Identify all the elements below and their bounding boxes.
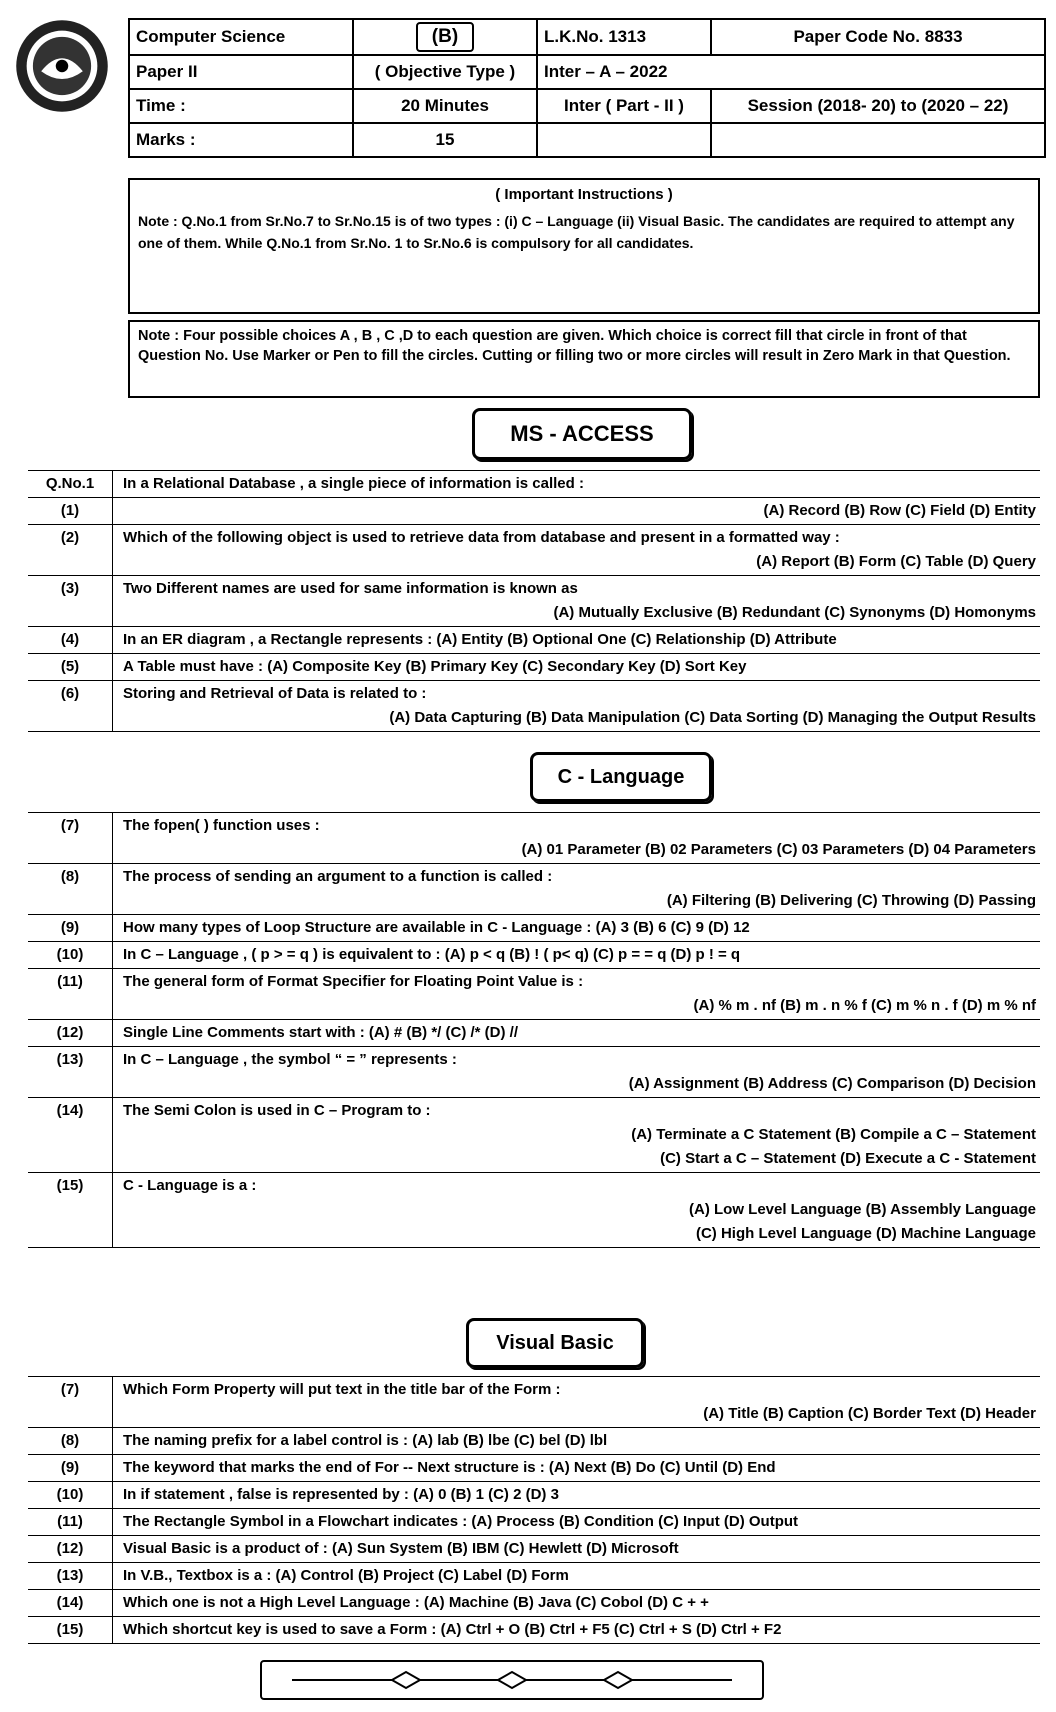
question-row <box>28 1455 1040 1482</box>
question-number: (11) <box>28 1509 113 1536</box>
question-cell <box>113 498 1041 525</box>
question-number: (6) <box>28 681 113 732</box>
question-row <box>28 1173 1040 1248</box>
question-row <box>28 1509 1040 1536</box>
session: Session (2018- 20) to (2020 – 22) <box>711 89 1045 123</box>
question-number: (9) <box>28 915 113 942</box>
question-number: (13) <box>28 1047 113 1098</box>
question-cell <box>113 627 1041 654</box>
question-cell <box>113 915 1041 942</box>
question-number: (7) <box>28 1377 113 1428</box>
answer-options: (A) Report (B) Form (C) Table (D) Query <box>756 553 1036 570</box>
question-text: In an ER diagram , a Rectangle represents : (A) Entity (B) Optional One (C) Relationship (D) Attribute <box>123 631 837 648</box>
question-row <box>28 681 1040 732</box>
question-row <box>28 654 1040 681</box>
question-number: (9) <box>28 1455 113 1482</box>
question-number: (12) <box>28 1536 113 1563</box>
subject: Computer Science <box>129 19 353 55</box>
question-text: In C – Language , ( p > = q ) is equivalent to : (A) p < q (B) ! ( p< q) (C) p = = q (D) p ! = q <box>123 946 741 963</box>
answer-options: (A) Filtering (B) Delivering (C) Throwing (D) Passing <box>666 892 1036 909</box>
question-text: A Table must have : (A) Composite Key (B) Primary Key (C) Secondary Key (D) Sort Key <box>123 658 747 675</box>
time-value: 20 Minutes <box>353 89 537 123</box>
question-row <box>28 627 1040 654</box>
question-number: (11) <box>28 969 113 1020</box>
answer-options: (A) Low Level Language (B) Assembly Language <box>689 1201 1036 1218</box>
question-number: (4) <box>28 627 113 654</box>
question-cell <box>113 1509 1041 1536</box>
section-c-language: C - Language <box>530 752 712 802</box>
question-text: Which one is not a High Level Language : (A) Machine (B) Java (C) Cobol (D) C + + <box>123 1594 709 1611</box>
section-ms-access: MS - ACCESS <box>472 408 692 460</box>
question-cell <box>113 1098 1041 1173</box>
question-text: The process of sending an argument to a function is called : <box>123 868 553 885</box>
question-number: Q.No.1 <box>28 471 113 498</box>
question-cell <box>113 1047 1041 1098</box>
paper-label: Paper II <box>129 55 353 89</box>
question-row <box>28 969 1040 1020</box>
question-row <box>28 1617 1040 1644</box>
instructions-note: Note : Q.No.1 from Sr.No.7 to Sr.No.15 is of two types : (i) C – Language (ii) Visual Basic. The candidates are required to attempt any one of them. While Q.No.1 from Sr.No. 1 to Sr.No.6 is compulsory for all candidates. <box>138 213 1015 251</box>
question-row <box>28 1590 1040 1617</box>
question-text: The fopen( ) function uses : <box>123 817 320 834</box>
question-row <box>28 1536 1040 1563</box>
question-row <box>28 471 1040 498</box>
answer-options: (A) 01 Parameter (B) 02 Parameters (C) 03 Parameters (D) 04 Parameters <box>521 841 1036 858</box>
ornament-divider-icon <box>282 1668 742 1692</box>
question-cell <box>113 864 1041 915</box>
important-instructions <box>128 178 1040 314</box>
question-row <box>28 498 1040 525</box>
question-number: (2) <box>28 525 113 576</box>
question-cell <box>113 1590 1041 1617</box>
paper-code: Paper Code No. 8833 <box>711 19 1045 55</box>
answer-options: (A) Terminate a C Statement (B) Compile a C – Statement <box>631 1126 1036 1143</box>
question-row <box>28 1482 1040 1509</box>
question-text: The keyword that marks the end of For -- Next structure is : (A) Next (B) Do (C) Until (D) End <box>123 1459 776 1476</box>
paper-type: ( Objective Type ) <box>353 55 537 89</box>
question-row <box>28 1377 1040 1428</box>
question-cell <box>113 813 1041 864</box>
marks-value: 15 <box>353 123 537 157</box>
question-cell <box>113 576 1041 627</box>
answer-options: (C) High Level Language (D) Machine Language <box>695 1225 1036 1242</box>
question-cell <box>113 1020 1041 1047</box>
question-text: Which shortcut key is used to save a Form : (A) Ctrl + O (B) Ctrl + F5 (C) Ctrl + S (D) Ctrl + F2 <box>123 1621 782 1638</box>
answer-options: (A) Data Capturing (B) Data Manipulation (C) Data Sorting (D) Managing the Output Results <box>389 709 1036 726</box>
question-cell <box>113 471 1041 498</box>
question-number: (14) <box>28 1590 113 1617</box>
question-text: In if statement , false is represented by : (A) 0 (B) 1 (C) 2 (D) 3 <box>123 1486 559 1503</box>
question-number: (12) <box>28 1020 113 1047</box>
question-cell <box>113 1563 1041 1590</box>
question-cell <box>113 681 1041 732</box>
question-text: In V.B., Textbox is a : (A) Control (B) Project (C) Label (D) Form <box>123 1567 569 1584</box>
question-cell <box>113 525 1041 576</box>
answer-options: (A) Assignment (B) Address (C) Comparison (D) Decision <box>628 1075 1036 1092</box>
question-cell <box>113 1377 1041 1428</box>
end-ornament <box>260 1660 764 1700</box>
question-cell <box>113 1482 1041 1509</box>
question-cell <box>113 654 1041 681</box>
question-cell <box>113 1617 1041 1644</box>
question-cell <box>113 1428 1041 1455</box>
group-badge: (B) <box>416 22 474 52</box>
part-label: Inter ( Part - II ) <box>537 89 711 123</box>
answer-options: (A) Mutually Exclusive (B) Redundant (C) Synonyms (D) Homonyms <box>553 604 1036 621</box>
lk-number: L.K.No. 1313 <box>537 19 711 55</box>
question-cell <box>113 1536 1041 1563</box>
question-number: (15) <box>28 1617 113 1644</box>
answer-options: (C) Start a C – Statement (D) Execute a C - Statement <box>660 1150 1036 1167</box>
question-number: (13) <box>28 1563 113 1590</box>
question-number: (14) <box>28 1098 113 1173</box>
question-cell <box>113 1455 1041 1482</box>
question-text: The Rectangle Symbol in a Flowchart indicates : (A) Process (B) Condition (C) Input (D) Output <box>123 1513 799 1530</box>
choices-note: Note : Four possible choices A , B , C ,D to each question are given. Which choice is correct fill that circle in front of that Question No. Use Marker or Pen to fill the circles. Cutting or filling two or more circles will result in Zero Mark in that Question. <box>128 320 1040 398</box>
question-row <box>28 576 1040 627</box>
question-text: In C – Language , the symbol “ = ” represents : <box>123 1051 457 1068</box>
question-text: Visual Basic is a product of : (A) Sun System (B) IBM (C) Hewlett (D) Microsoft <box>123 1540 679 1557</box>
section-visual-basic: Visual Basic <box>466 1318 644 1368</box>
exam-name: Inter – A – 2022 <box>537 55 1045 89</box>
question-text: Which of the following object is used to retrieve data from database and present in a formatted way : <box>123 529 840 546</box>
question-row <box>28 525 1040 576</box>
question-text: Two Different names are used for same information is known as <box>123 580 578 597</box>
question-text: The naming prefix for a label control is : (A) lab (B) lbe (C) bel (D) lbl <box>123 1432 608 1449</box>
question-row <box>28 942 1040 969</box>
board-emblem-logo <box>10 14 114 118</box>
answer-options: (A) Title (B) Caption (C) Border Text (D) Header <box>703 1405 1036 1422</box>
answer-options: (A) % m . nf (B) m . n % f (C) m % n . f (D) m % nf <box>693 997 1036 1014</box>
question-row <box>28 1428 1040 1455</box>
question-row <box>28 1020 1040 1047</box>
marks-label: Marks : <box>129 123 353 157</box>
question-row <box>28 1047 1040 1098</box>
question-text: The general form of Format Specifier for Floating Point Value is : <box>123 973 584 990</box>
question-number: (8) <box>28 1428 113 1455</box>
c-language-questions-table <box>28 812 1040 1248</box>
question-number: (7) <box>28 813 113 864</box>
question-row <box>28 1563 1040 1590</box>
question-cell <box>113 942 1041 969</box>
visual-basic-questions-table <box>28 1376 1040 1644</box>
time-label: Time : <box>129 89 353 123</box>
question-number: (15) <box>28 1173 113 1248</box>
paper-header-table <box>128 18 1046 158</box>
question-text: In a Relational Database , a single piece of information is called : <box>123 475 584 492</box>
access-questions-table <box>28 470 1040 732</box>
question-number: (8) <box>28 864 113 915</box>
question-row <box>28 915 1040 942</box>
question-row <box>28 813 1040 864</box>
question-cell <box>113 1173 1041 1248</box>
question-text: How many types of Loop Structure are available in C - Language : (A) 3 (B) 6 (C) 9 (D) 12 <box>123 919 750 936</box>
question-text: Single Line Comments start with : (A) # (B) */ (C) /* (D) // <box>123 1024 519 1041</box>
question-number: (10) <box>28 942 113 969</box>
question-text: C - Language is a : <box>123 1177 257 1194</box>
question-number: (3) <box>28 576 113 627</box>
instructions-title: ( Important Instructions ) <box>495 186 673 203</box>
question-number: (5) <box>28 654 113 681</box>
question-number: (1) <box>28 498 113 525</box>
question-text: Storing and Retrieval of Data is related to : <box>123 685 427 702</box>
question-text: Which Form Property will put text in the title bar of the Form : <box>123 1381 561 1398</box>
question-row <box>28 864 1040 915</box>
question-cell <box>113 969 1041 1020</box>
question-text: The Semi Colon is used in C – Program to : <box>123 1102 431 1119</box>
question-number: (10) <box>28 1482 113 1509</box>
answer-options: (A) Record (B) Row (C) Field (D) Entity <box>763 502 1036 519</box>
question-row <box>28 1098 1040 1173</box>
